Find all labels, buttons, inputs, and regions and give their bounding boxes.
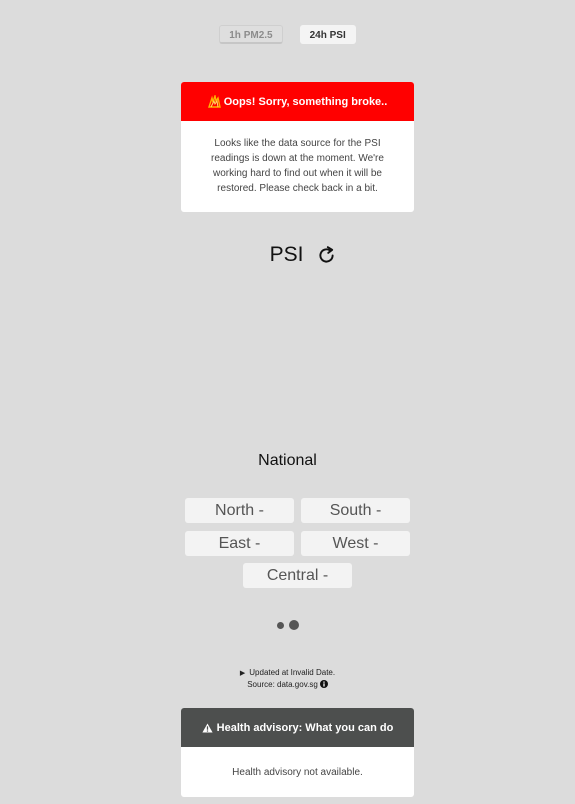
update-info (0, 667, 575, 690)
error-card (181, 82, 414, 212)
pager-dot-2[interactable] (289, 620, 299, 630)
region-north-button[interactable]: North - (185, 498, 294, 523)
health-advisory-header (181, 708, 414, 747)
region-east-button[interactable]: East - (185, 531, 294, 556)
fire-icon (208, 95, 221, 108)
pager-dot-1[interactable] (277, 622, 284, 629)
updated-text: Updated at Invalid Date. (249, 668, 336, 677)
page-title: PSI (269, 243, 304, 266)
national-label: National (258, 452, 317, 469)
error-card-header (181, 82, 414, 121)
psi-heading (0, 243, 575, 267)
metric-toggle-group (0, 25, 575, 44)
health-advisory-message: Health advisory not available. (232, 767, 363, 778)
toggle-pm25-button[interactable]: 1h PM2.5 (219, 25, 282, 44)
region-south-button[interactable]: South - (301, 498, 410, 523)
error-card-title: Oops! Sorry, something broke.. (223, 95, 388, 108)
error-card-message: Looks like the data source for the PSI readings is down at the moment. We're working hard to find out when it will be restored. Please check back in a bit. (211, 138, 384, 194)
pager-dots (0, 620, 575, 630)
region-west-button[interactable]: West - (301, 531, 410, 556)
refresh-icon[interactable] (316, 245, 337, 266)
health-advisory-card (181, 708, 414, 797)
source-text: Source: data.gov.sg (247, 680, 318, 689)
warning-icon (202, 723, 213, 733)
info-icon[interactable] (320, 680, 328, 688)
region-central-button[interactable]: Central - (243, 563, 352, 588)
health-advisory-title: Health advisory: What you can do (216, 721, 394, 734)
expand-triangle-icon[interactable]: ▶ (239, 670, 246, 677)
toggle-psi-button[interactable]: 24h PSI (300, 25, 356, 44)
